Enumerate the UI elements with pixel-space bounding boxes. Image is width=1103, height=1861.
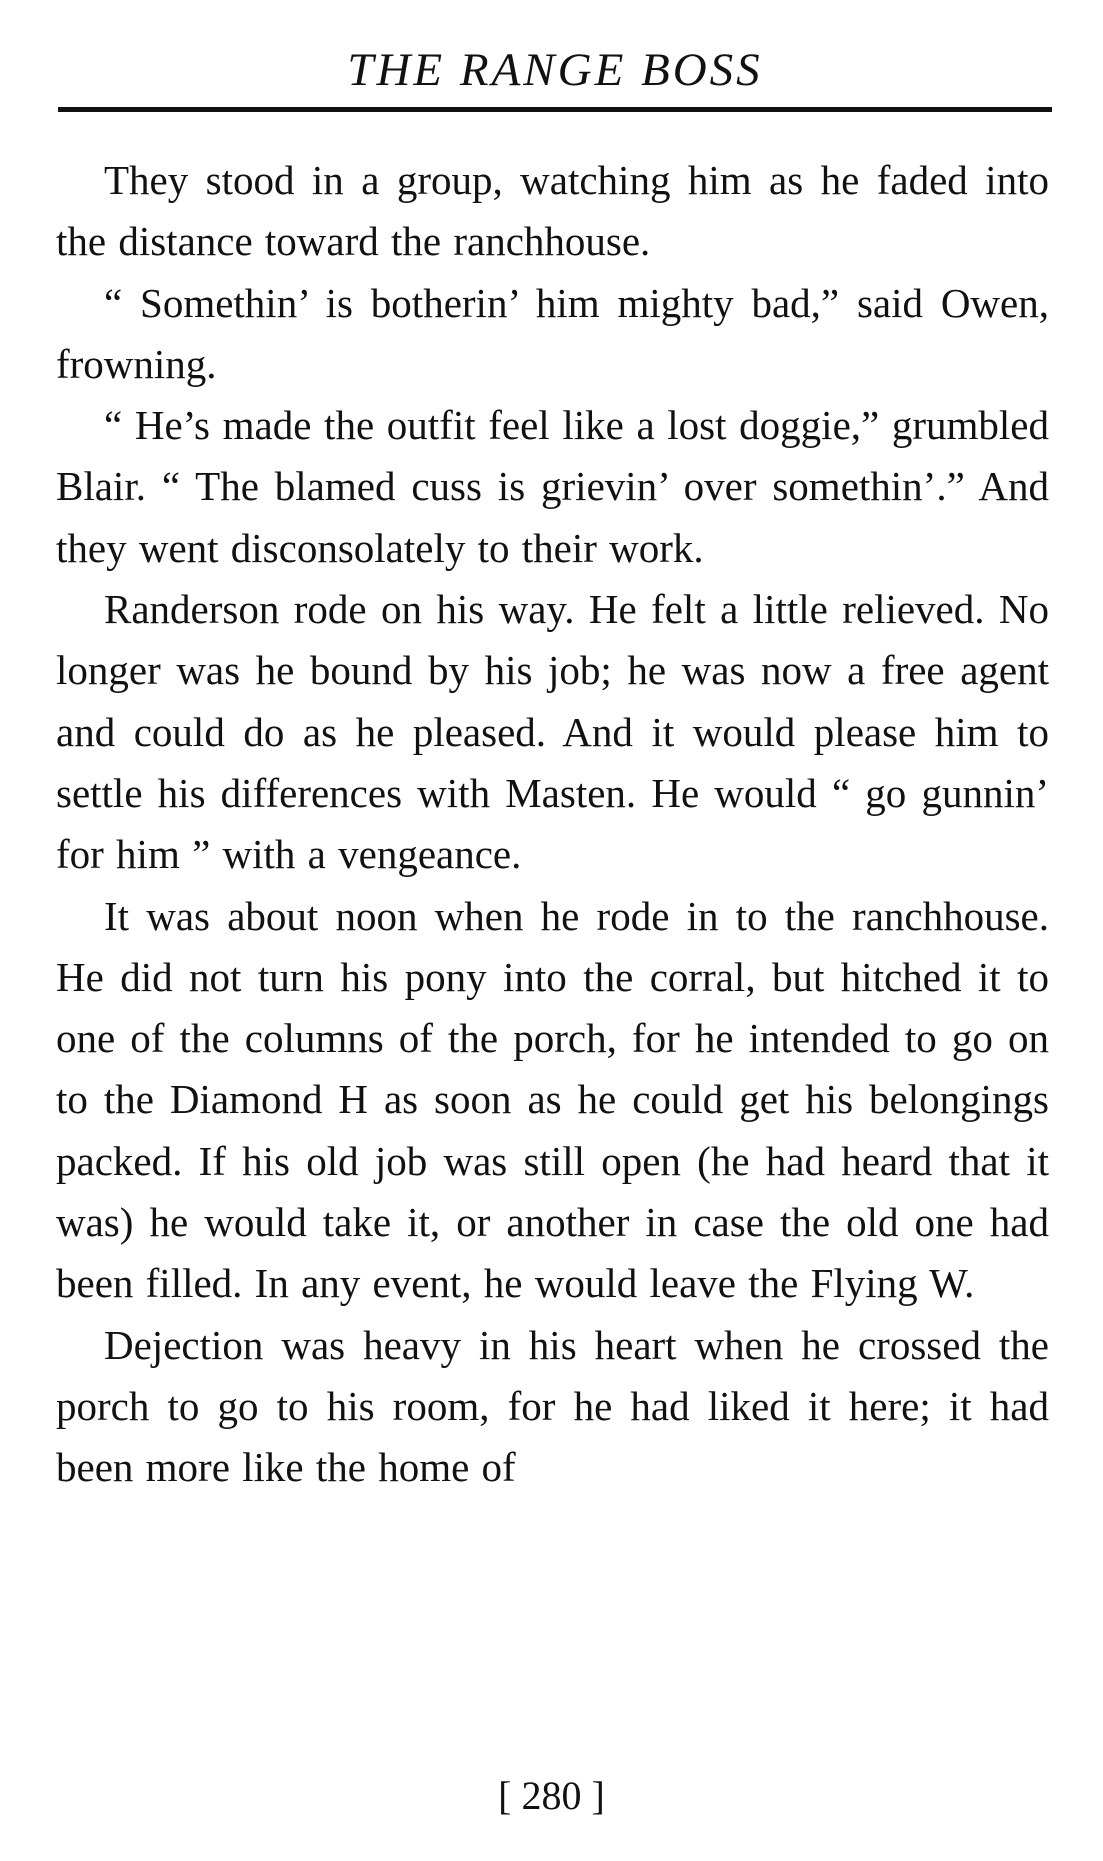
paragraph: They stood in a group, watching him as he faded into the distance toward the ranchhouse. <box>56 157 1049 265</box>
paragraph: Randerson rode on his way. He felt a little relieved. No longer was he bound by his job; he was now a free agent and could do as he pleased. And it would please him to settle his differences with Masten. He would “ go gunnin’ for him ” with a vengeance. <box>56 586 1049 878</box>
paragraph: “ He’s made the outfit feel like a lost doggie,” grumbled Blair. “ The blamed cuss is grievin’ over somethin’.” And they went disconsolately to their work. <box>56 402 1049 571</box>
header-rule <box>58 107 1052 112</box>
body-text <box>56 150 1049 1499</box>
paragraph: It was about noon when he rode in to the ranchhouse. He did not turn his pony into the corral, but hitched it to one of the columns of the porch, for he intended to go on to the Diamond H as soon as he could get his belongings packed. If his old job was still open (he had heard that it was) he would take it, or another in case the old one had been filled. In any event, he would leave the Flying W. <box>56 892 1049 1307</box>
running-head: THE RANGE BOSS <box>347 44 763 96</box>
paragraph: “ Somethin’ is botherin’ him mighty bad,” said Owen, frowning. <box>56 279 1049 387</box>
paragraph: Dejection was heavy in his heart when he crossed the porch to go to his room, for he had liked it here; it had been more like the home of <box>56 1321 1049 1491</box>
page-number: [ 280 ] <box>498 1773 605 1818</box>
